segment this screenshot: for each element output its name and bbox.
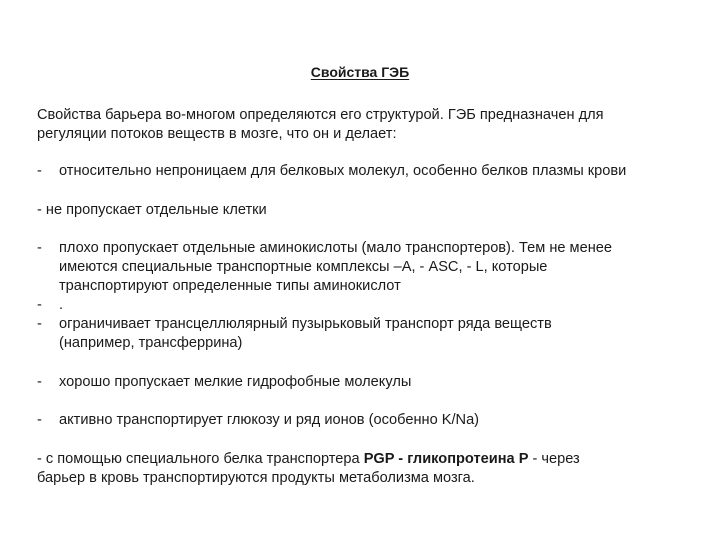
bullet-dash: - — [37, 374, 42, 390]
bullet-dash: - — [37, 412, 42, 428]
list-item-text: относительно непроницаем для белковых молекул, особенно белков плазмы крови — [59, 163, 627, 179]
slide-title: Свойства ГЭБ — [310, 64, 410, 80]
sub-item-text: - не пропускает отдельные клетки — [37, 202, 267, 218]
list-item-text: ограничивает трансцеллюлярный пузырьковый транспорт ряда веществ (например, трансферрина) — [59, 316, 552, 351]
list-item — [37, 411, 697, 430]
bullet-dash: - — [37, 297, 42, 313]
bullet-dash: - — [37, 316, 42, 332]
list-item — [37, 162, 697, 181]
list-item-text: активно транспортирует глюкозу и ряд ионов (особенно K/Na) — [59, 412, 480, 428]
list-item — [37, 239, 697, 296]
list-item-text: . — [59, 297, 64, 313]
intro-paragraph: Свойства барьера во-многом определяются его структурой. ГЭБ предназначен для регуляции потоков веществ в мозге, что он и делает: — [37, 107, 604, 142]
bullet-dash: - — [37, 163, 42, 179]
last-paragraph-prefix: - с помощью специального белка транспортера — [37, 451, 364, 467]
bullet-dash: - — [37, 240, 42, 256]
list-item — [37, 315, 697, 353]
list-item — [37, 296, 697, 315]
protein-name: PGP - гликопротеина P — [363, 451, 529, 467]
last-paragraph — [37, 450, 707, 488]
last-paragraph-suffix: - через барьер в кровь транспортируются продукты метаболизма мозга. — [37, 451, 580, 486]
list-item — [37, 373, 697, 392]
list-item-text: хорошо пропускает мелкие гидрофобные молекулы — [59, 374, 412, 390]
list-item-text: плохо пропускает отдельные аминокислоты (мало транспортеров). Тем не менее имеются специальные транспортные комплексы –А, - ASC, - L, которые транспортируют определенные типы аминокислот — [59, 240, 613, 294]
